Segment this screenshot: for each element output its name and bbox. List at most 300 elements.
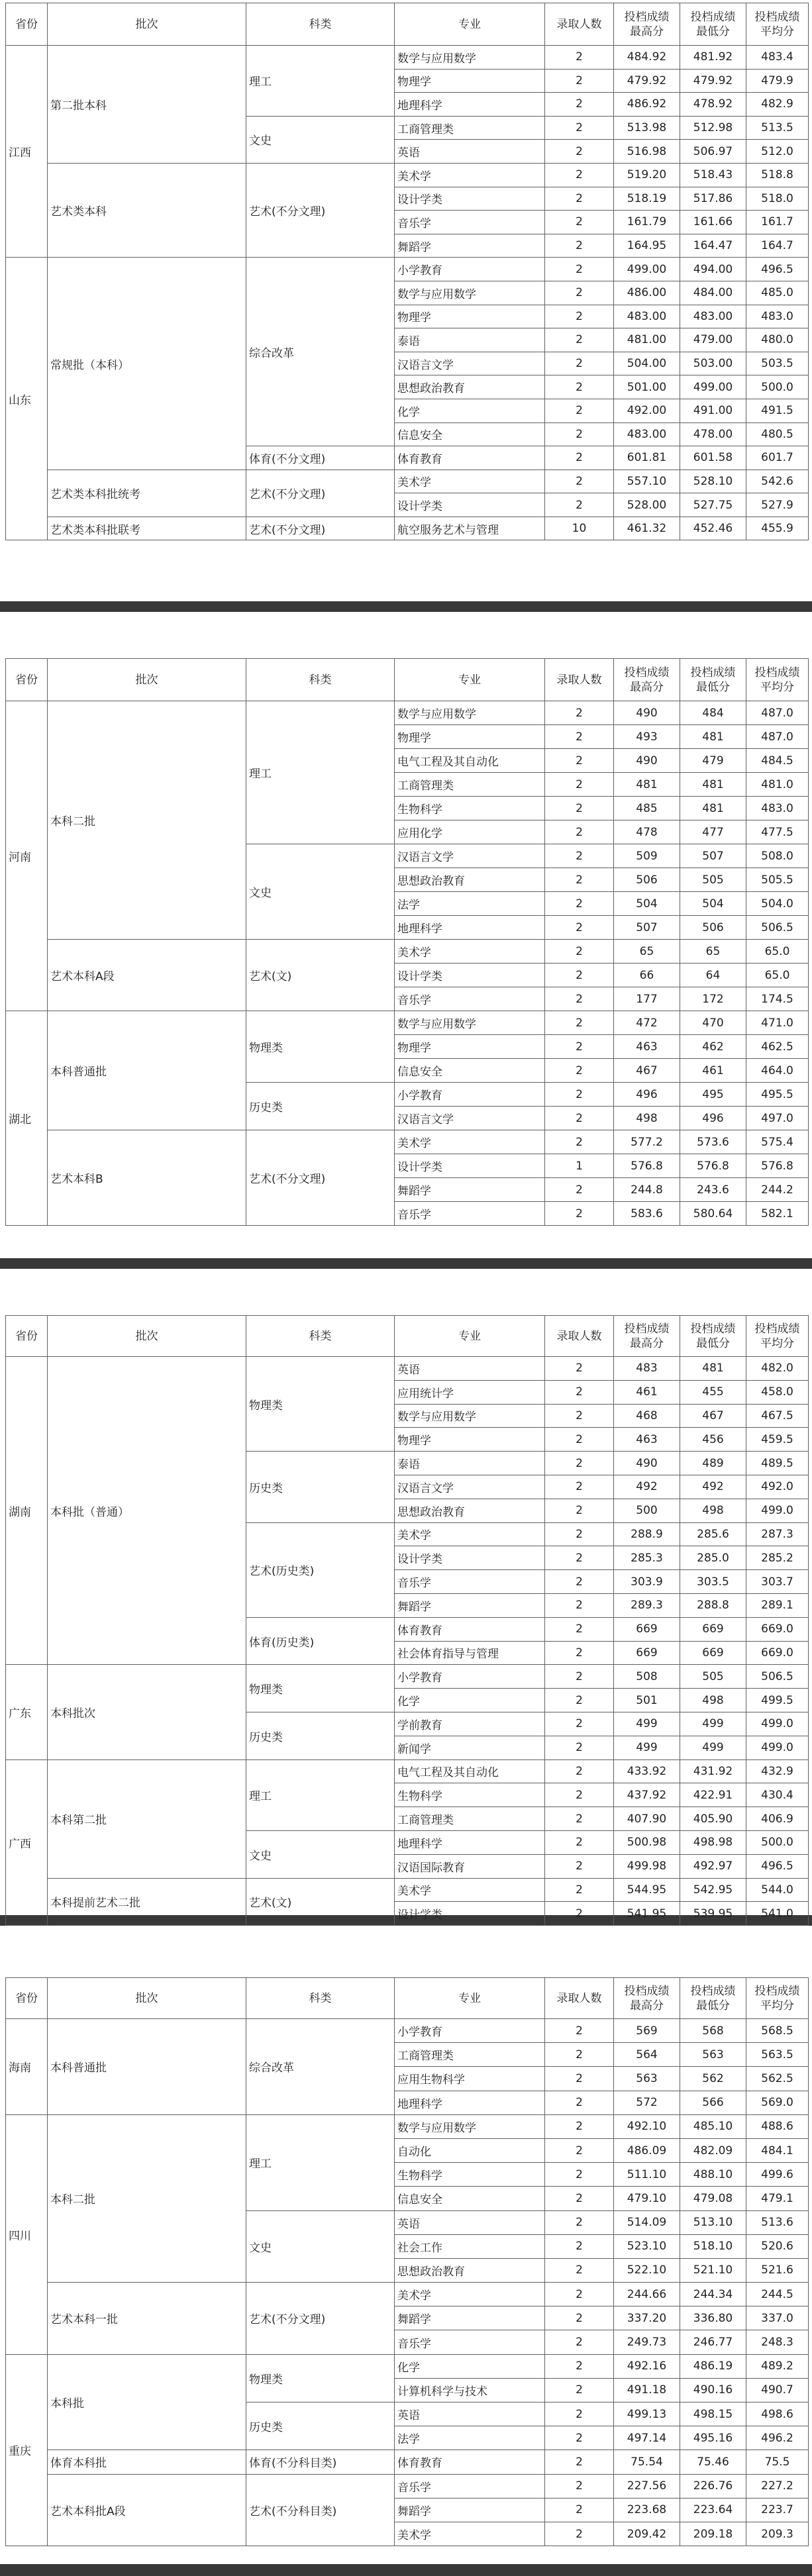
min-score-cell: 492.97 <box>680 1854 746 1878</box>
admitted-count-cell: 2 <box>545 2067 614 2091</box>
batch-cell: 艺术类本科批统考 <box>48 470 246 517</box>
min-score-cell: 243.6 <box>680 1178 746 1202</box>
header-subject: 科类 <box>246 1978 395 2019</box>
avg-score-cell: 289.1 <box>746 1593 809 1617</box>
admitted-count-cell: 1 <box>545 1154 614 1178</box>
max-score-cell: 492.10 <box>614 2114 680 2138</box>
major-cell: 化学 <box>395 2354 545 2378</box>
major-cell: 物理学 <box>395 725 545 749</box>
avg-score-cell: 542.6 <box>746 470 809 493</box>
avg-score-cell: 491.5 <box>746 399 809 422</box>
max-score-cell: 485 <box>614 797 680 820</box>
avg-score-cell: 520.6 <box>746 2234 809 2258</box>
admitted-count-cell: 2 <box>545 1202 614 1226</box>
province-cell: 广东 <box>6 1665 48 1759</box>
major-cell: 英语 <box>395 2210 545 2234</box>
header-avg-score: 投档成绩 平均分 <box>746 1978 809 2019</box>
avg-score-cell: 459.5 <box>746 1428 809 1452</box>
admitted-count-cell: 2 <box>545 328 614 352</box>
min-score-cell: 488.10 <box>680 2163 746 2187</box>
min-score-cell: 75.46 <box>680 2450 746 2474</box>
admitted-count-cell: 2 <box>545 1617 614 1641</box>
header-major: 专业 <box>395 1978 545 2019</box>
max-score-cell: 669 <box>614 1641 680 1665</box>
min-score-cell: 513.10 <box>680 2210 746 2234</box>
min-score-cell: 481.92 <box>680 46 746 70</box>
subject-category-cell: 艺术(不分文理) <box>246 517 395 540</box>
subject-category-cell: 艺术(文) <box>246 1878 395 1926</box>
admitted-count-cell: 2 <box>545 1783 614 1807</box>
subject-category-cell: 文史 <box>246 2210 395 2283</box>
admitted-count-cell: 2 <box>545 1428 614 1452</box>
major-cell: 汉语言文学 <box>395 352 545 375</box>
major-cell: 美术学 <box>395 940 545 964</box>
min-score-cell: 164.47 <box>680 234 746 258</box>
major-cell: 音乐学 <box>395 1202 545 1226</box>
min-score-cell: 499 <box>680 1712 746 1736</box>
table-row <box>6 2354 809 2378</box>
major-cell: 电气工程及其自动化 <box>395 1759 545 1783</box>
avg-score-cell: 601.7 <box>746 446 809 470</box>
admitted-count-cell: 2 <box>545 2403 614 2426</box>
avg-score-cell: 489.5 <box>746 1452 809 1475</box>
subject-category-cell: 艺术(文) <box>246 940 395 1011</box>
avg-score-cell: 458.0 <box>746 1380 809 1404</box>
admitted-count-cell: 2 <box>545 844 614 868</box>
admitted-count-cell: 2 <box>545 2426 614 2450</box>
major-cell: 法学 <box>395 2426 545 2450</box>
major-cell: 英语 <box>395 140 545 164</box>
subject-category-cell: 理工 <box>246 46 395 117</box>
subject-category-cell: 艺术(不分文理) <box>246 470 395 517</box>
table-row <box>6 1130 809 1154</box>
major-cell: 物理学 <box>395 69 545 93</box>
avg-score-cell: 455.9 <box>746 517 809 540</box>
avg-score-cell: 484.1 <box>746 2138 809 2162</box>
min-score-cell: 484 <box>680 701 746 725</box>
min-score-cell: 405.90 <box>680 1807 746 1831</box>
header-admitted: 录取人数 <box>545 3 614 46</box>
max-score-cell: 544.95 <box>614 1878 680 1902</box>
header-max-score: 投档成绩 最高分 <box>614 1316 680 1357</box>
major-cell: 物理学 <box>395 1428 545 1452</box>
avg-score-cell: 479.1 <box>746 2187 809 2210</box>
min-score-cell: 481 <box>680 773 746 797</box>
min-score-cell: 573.6 <box>680 1130 746 1154</box>
major-cell: 思想政治教育 <box>395 1499 545 1522</box>
min-score-cell: 506 <box>680 916 746 940</box>
max-score-cell: 467 <box>614 1059 680 1083</box>
avg-score-cell: 575.4 <box>746 1130 809 1154</box>
max-score-cell: 569 <box>614 2019 680 2043</box>
min-score-cell: 478.00 <box>680 422 746 446</box>
max-score-cell: 514.09 <box>614 2210 680 2234</box>
table-header-row <box>6 1978 809 2019</box>
avg-score-cell: 500.0 <box>746 1830 809 1854</box>
min-score-cell: 455 <box>680 1380 746 1404</box>
admitted-count-cell: 2 <box>545 116 614 140</box>
max-score-cell: 223.68 <box>614 2498 680 2522</box>
max-score-cell: 541.95 <box>614 1902 680 1926</box>
min-score-cell: 580.64 <box>680 1202 746 1226</box>
admitted-count-cell: 2 <box>545 1878 614 1902</box>
table-row <box>6 163 809 187</box>
table-row <box>6 1357 809 1381</box>
avg-score-cell: 568.5 <box>746 2019 809 2043</box>
max-score-cell: 506 <box>614 868 680 892</box>
admitted-count-cell: 2 <box>545 1130 614 1154</box>
admitted-count-cell: 2 <box>545 422 614 446</box>
avg-score-cell: 503.5 <box>746 352 809 375</box>
admitted-count-cell: 2 <box>545 1854 614 1878</box>
min-score-cell: 483.00 <box>680 305 746 328</box>
min-score-cell: 244.34 <box>680 2283 746 2306</box>
avg-score-cell: 498.6 <box>746 2403 809 2426</box>
avg-score-cell: 487.0 <box>746 701 809 725</box>
major-cell: 汉语言文学 <box>395 1475 545 1499</box>
max-score-cell: 500.98 <box>614 1830 680 1854</box>
min-score-cell: 470 <box>680 1011 746 1035</box>
max-score-cell: 493 <box>614 725 680 749</box>
province-cell: 海南 <box>6 2019 48 2115</box>
admitted-count-cell: 2 <box>545 2450 614 2474</box>
max-score-cell: 483.00 <box>614 305 680 328</box>
admitted-count-cell: 2 <box>545 2210 614 2234</box>
admitted-count-cell: 2 <box>545 725 614 749</box>
admitted-count-cell: 2 <box>545 1689 614 1712</box>
admitted-count-cell: 2 <box>545 187 614 211</box>
avg-score-cell: 223.7 <box>746 2498 809 2522</box>
major-cell: 应用化学 <box>395 820 545 844</box>
batch-cell: 本科二批 <box>48 2114 246 2282</box>
max-score-cell: 227.56 <box>614 2474 680 2498</box>
min-score-cell: 462 <box>680 1035 746 1059</box>
avg-score-cell: 505.5 <box>746 868 809 892</box>
header-avg-score: 投档成绩 平均分 <box>746 659 809 701</box>
major-cell: 数学与应用数学 <box>395 1011 545 1035</box>
major-cell: 化学 <box>395 399 545 422</box>
min-score-cell: 506.97 <box>680 140 746 164</box>
avg-score-cell: 495.5 <box>746 1083 809 1107</box>
admitted-count-cell: 2 <box>545 2283 614 2306</box>
major-cell: 舞蹈学 <box>395 234 545 258</box>
min-score-cell: 478.92 <box>680 93 746 117</box>
min-score-cell: 484.00 <box>680 281 746 305</box>
min-score-cell: 485.10 <box>680 2114 746 2138</box>
max-score-cell: 511.10 <box>614 2163 680 2187</box>
batch-cell: 本科提前艺术二批 <box>48 1878 246 1926</box>
admitted-count-cell: 2 <box>545 281 614 305</box>
max-score-cell: 177 <box>614 987 680 1011</box>
avg-score-cell: 65.0 <box>746 964 809 987</box>
max-score-cell: 407.90 <box>614 1807 680 1831</box>
admitted-count-cell: 2 <box>545 820 614 844</box>
max-score-cell: 481 <box>614 773 680 797</box>
min-score-cell: 495.16 <box>680 2426 746 2450</box>
min-score-cell: 563 <box>680 2043 746 2067</box>
admitted-count-cell: 2 <box>545 2354 614 2378</box>
table-row <box>6 1665 809 1689</box>
admitted-count-cell: 2 <box>545 2498 614 2522</box>
subject-category-cell: 物理类 <box>246 1011 395 1083</box>
major-cell: 工商管理类 <box>395 116 545 140</box>
admission-score-table <box>5 1315 809 1926</box>
min-score-cell: 527.75 <box>680 493 746 517</box>
min-score-cell: 452.46 <box>680 517 746 540</box>
admitted-count-cell: 2 <box>545 1452 614 1475</box>
admitted-count-cell: 2 <box>545 258 614 281</box>
header-admitted: 录取人数 <box>545 659 614 701</box>
max-score-cell: 504 <box>614 892 680 916</box>
admitted-count-cell: 2 <box>545 2187 614 2210</box>
major-cell: 数学与应用数学 <box>395 701 545 725</box>
avg-score-cell: 496.2 <box>746 2426 809 2450</box>
admitted-count-cell: 2 <box>545 1759 614 1783</box>
major-cell: 生物科学 <box>395 1783 545 1807</box>
max-score-cell: 164.95 <box>614 234 680 258</box>
batch-cell: 本科二批 <box>48 701 246 940</box>
major-cell: 舞蹈学 <box>395 2498 545 2522</box>
min-score-cell: 518.10 <box>680 2234 746 2258</box>
province-cell: 四川 <box>6 2114 48 2354</box>
table-row <box>6 2283 809 2306</box>
max-score-cell: 65 <box>614 940 680 964</box>
min-score-cell: 456 <box>680 1428 746 1452</box>
max-score-cell: 486.09 <box>614 2138 680 2162</box>
avg-score-cell: 496.5 <box>746 1854 809 1878</box>
avg-score-cell: 669.0 <box>746 1641 809 1665</box>
admitted-count-cell: 2 <box>545 1357 614 1381</box>
max-score-cell: 498 <box>614 1107 680 1130</box>
admitted-count-cell: 2 <box>545 1807 614 1831</box>
max-score-cell: 497.14 <box>614 2426 680 2450</box>
min-score-cell: 496 <box>680 1107 746 1130</box>
min-score-cell: 479.00 <box>680 328 746 352</box>
admitted-count-cell: 2 <box>545 1522 614 1546</box>
avg-score-cell: 406.9 <box>746 1807 809 1831</box>
min-score-cell: 336.80 <box>680 2306 746 2330</box>
subject-category-cell: 物理类 <box>246 1665 395 1712</box>
major-cell: 泰语 <box>395 1452 545 1475</box>
batch-cell: 本科普通批 <box>48 1011 246 1130</box>
min-score-cell: 64 <box>680 964 746 987</box>
major-cell: 电气工程及其自动化 <box>395 749 545 773</box>
min-score-cell: 498.98 <box>680 1830 746 1854</box>
table-row <box>6 2114 809 2138</box>
avg-score-cell: 490.7 <box>746 2378 809 2402</box>
admitted-count-cell: 2 <box>545 2378 614 2402</box>
table-row <box>6 2450 809 2474</box>
avg-score-cell: 508.0 <box>746 844 809 868</box>
max-score-cell: 209.42 <box>614 2522 680 2546</box>
admission-score-table <box>5 3 809 540</box>
subject-category-cell: 综合改革 <box>246 258 395 446</box>
admitted-count-cell: 2 <box>545 1736 614 1759</box>
header-max-score: 投档成绩 最高分 <box>614 3 680 46</box>
avg-score-cell: 487.0 <box>746 725 809 749</box>
admitted-count-cell: 2 <box>545 493 614 517</box>
batch-cell: 本科批 <box>48 2354 246 2450</box>
avg-score-cell: 499.0 <box>746 1736 809 1759</box>
subject-category-cell: 物理类 <box>246 2354 395 2402</box>
major-cell: 汉语言文学 <box>395 844 545 868</box>
batch-cell: 艺术本科B <box>48 1130 246 1226</box>
header-avg-score: 投档成绩 平均分 <box>746 3 809 46</box>
subject-category-cell: 历史类 <box>246 1712 395 1759</box>
major-cell: 信息安全 <box>395 1059 545 1083</box>
min-score-cell: 566 <box>680 2091 746 2114</box>
max-score-cell: 499 <box>614 1712 680 1736</box>
major-cell: 信息安全 <box>395 2187 545 2210</box>
admitted-count-cell: 2 <box>545 1641 614 1665</box>
major-cell: 设计学类 <box>395 493 545 517</box>
header-batch: 批次 <box>48 1978 246 2019</box>
max-score-cell: 508 <box>614 1665 680 1689</box>
subject-category-cell: 物理类 <box>246 1357 395 1452</box>
header-max-score: 投档成绩 最高分 <box>614 659 680 701</box>
admitted-count-cell: 2 <box>545 892 614 916</box>
avg-score-cell: 464.0 <box>746 1059 809 1083</box>
header-avg-score: 投档成绩 平均分 <box>746 1316 809 1357</box>
max-score-cell: 522.10 <box>614 2258 680 2282</box>
avg-score-cell: 477.5 <box>746 820 809 844</box>
avg-score-cell: 227.2 <box>746 2474 809 2498</box>
max-score-cell: 492 <box>614 1475 680 1499</box>
major-cell: 舞蹈学 <box>395 1593 545 1617</box>
header-min-score: 投档成绩 最低分 <box>680 1316 746 1357</box>
max-score-cell: 492.00 <box>614 399 680 422</box>
avg-score-cell: 521.6 <box>746 2258 809 2282</box>
max-score-cell: 499.00 <box>614 258 680 281</box>
avg-score-cell: 504.0 <box>746 892 809 916</box>
max-score-cell: 516.98 <box>614 140 680 164</box>
min-score-cell: 285.6 <box>680 1522 746 1546</box>
province-cell: 河南 <box>6 701 48 1011</box>
admitted-count-cell: 2 <box>545 1902 614 1926</box>
avg-score-cell: 75.5 <box>746 2450 809 2474</box>
min-score-cell: 481 <box>680 797 746 820</box>
max-score-cell: 513.98 <box>614 116 680 140</box>
major-cell: 汉语言文学 <box>395 1107 545 1130</box>
header-min-score: 投档成绩 最低分 <box>680 659 746 701</box>
avg-score-cell: 499.5 <box>746 1689 809 1712</box>
table-row <box>6 1878 809 1902</box>
admitted-count-cell: 2 <box>545 916 614 940</box>
batch-cell: 本科批次 <box>48 1665 246 1759</box>
major-cell: 美术学 <box>395 1522 545 1546</box>
avg-score-cell: 563.5 <box>746 2043 809 2067</box>
avg-score-cell: 430.4 <box>746 1783 809 1807</box>
avg-score-cell: 518.8 <box>746 163 809 187</box>
admitted-count-cell: 2 <box>545 797 614 820</box>
admitted-count-cell: 2 <box>545 2043 614 2067</box>
major-cell: 体育教育 <box>395 2450 545 2474</box>
batch-cell: 第二批本科 <box>48 46 246 164</box>
subject-category-cell: 艺术(不分文理) <box>246 2283 395 2355</box>
avg-score-cell: 480.0 <box>746 328 809 352</box>
major-cell: 英语 <box>395 1357 545 1381</box>
major-cell: 化学 <box>395 1689 545 1712</box>
avg-score-cell: 432.9 <box>746 1759 809 1783</box>
major-cell: 社会体育指导与管理 <box>395 1641 545 1665</box>
avg-score-cell: 244.2 <box>746 1178 809 1202</box>
max-score-cell: 288.9 <box>614 1522 680 1546</box>
province-cell: 湖北 <box>6 1011 48 1226</box>
header-admitted: 录取人数 <box>545 1316 614 1357</box>
avg-score-cell: 576.8 <box>746 1154 809 1178</box>
admitted-count-cell: 2 <box>545 163 614 187</box>
admitted-count-cell: 2 <box>545 940 614 964</box>
table-row <box>6 46 809 70</box>
province-cell: 山东 <box>6 258 48 540</box>
major-cell: 新闻学 <box>395 1736 545 1759</box>
table-row <box>6 1759 809 1783</box>
min-score-cell: 499.00 <box>680 375 746 399</box>
table-row <box>6 2474 809 2498</box>
header-admitted: 录取人数 <box>545 1978 614 2019</box>
min-score-cell: 223.64 <box>680 2498 746 2522</box>
subject-category-cell: 艺术(历史类) <box>246 1522 395 1617</box>
table-header-row <box>6 659 809 701</box>
admitted-count-cell: 2 <box>545 446 614 470</box>
major-cell: 思想政治教育 <box>395 375 545 399</box>
max-score-cell: 501.00 <box>614 375 680 399</box>
avg-score-cell: 669.0 <box>746 1617 809 1641</box>
subject-category-cell: 艺术(不分文理) <box>246 1130 395 1226</box>
major-cell: 社会工作 <box>395 2234 545 2258</box>
min-score-cell: 528.10 <box>680 470 746 493</box>
admitted-count-cell: 2 <box>545 1059 614 1083</box>
max-score-cell: 481.00 <box>614 328 680 352</box>
admitted-count-cell: 2 <box>545 2091 614 2114</box>
admitted-count-cell: 2 <box>545 2330 614 2354</box>
admitted-count-cell: 2 <box>545 1665 614 1689</box>
major-cell: 设计学类 <box>395 964 545 987</box>
min-score-cell: 479.08 <box>680 2187 746 2210</box>
major-cell: 生物科学 <box>395 797 545 820</box>
header-min-score: 投档成绩 最低分 <box>680 3 746 46</box>
admitted-count-cell: 2 <box>545 1712 614 1736</box>
avg-score-cell: 287.3 <box>746 1522 809 1546</box>
subject-category-cell: 文史 <box>246 844 395 940</box>
major-cell: 音乐学 <box>395 1570 545 1594</box>
header-major: 专业 <box>395 1316 545 1357</box>
table-row <box>6 470 809 493</box>
min-score-cell: 492 <box>680 1475 746 1499</box>
min-score-cell: 601.58 <box>680 446 746 470</box>
max-score-cell: 499.98 <box>614 1854 680 1878</box>
min-score-cell: 481 <box>680 1357 746 1381</box>
min-score-cell: 562 <box>680 2067 746 2091</box>
major-cell: 数学与应用数学 <box>395 2114 545 2138</box>
max-score-cell: 479.92 <box>614 69 680 93</box>
admitted-count-cell: 2 <box>545 1380 614 1404</box>
min-score-cell: 461 <box>680 1059 746 1083</box>
max-score-cell: 289.3 <box>614 1593 680 1617</box>
avg-score-cell: 500.0 <box>746 375 809 399</box>
major-cell: 泰语 <box>395 328 545 352</box>
admitted-count-cell: 2 <box>545 2138 614 2162</box>
avg-score-cell: 479.9 <box>746 69 809 93</box>
max-score-cell: 244.66 <box>614 2283 680 2306</box>
min-score-cell: 498.15 <box>680 2403 746 2426</box>
max-score-cell: 490 <box>614 1452 680 1475</box>
max-score-cell: 461 <box>614 1380 680 1404</box>
admitted-count-cell: 2 <box>545 987 614 1011</box>
min-score-cell: 479.92 <box>680 69 746 93</box>
admitted-count-cell: 2 <box>545 1404 614 1428</box>
max-score-cell: 518.19 <box>614 187 680 211</box>
